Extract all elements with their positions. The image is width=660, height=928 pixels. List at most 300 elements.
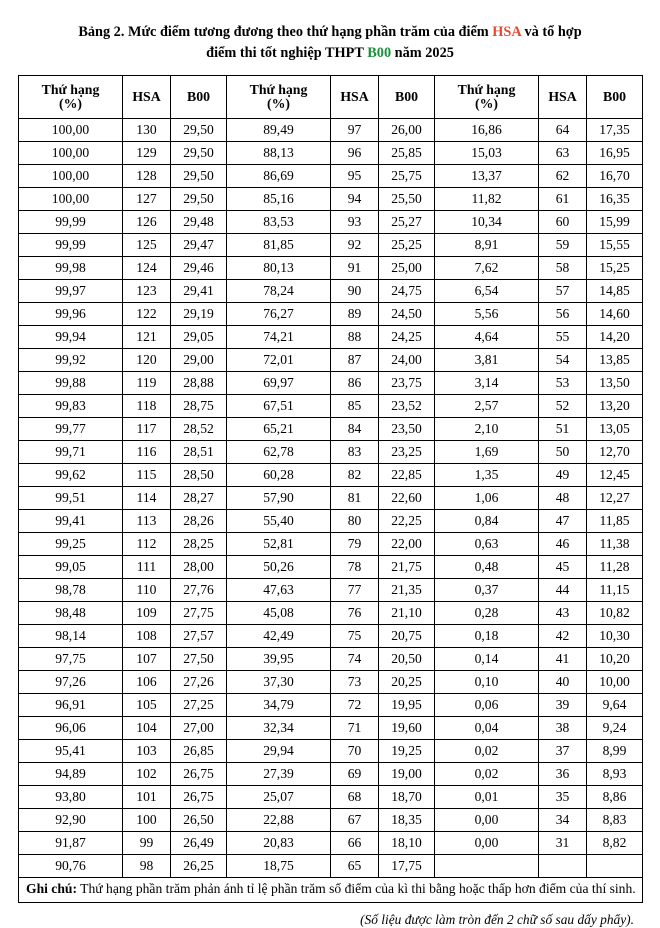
cell-b00-2: 23,52 [379, 395, 435, 418]
cell-rank-2: 86,69 [227, 165, 331, 188]
table-row [19, 625, 643, 648]
cell-hsa-2: 72 [331, 694, 379, 717]
cell-rank-2: 85,16 [227, 188, 331, 211]
cell-rank-2: 60,28 [227, 464, 331, 487]
table-row [19, 372, 643, 395]
title-b00-token: B00 [367, 44, 392, 61]
cell-b00-1: 26,85 [171, 740, 227, 763]
cell-rank-3: 0,06 [435, 694, 539, 717]
cell-b00-3: 14,20 [587, 326, 643, 349]
cell-b00-1: 28,26 [171, 510, 227, 533]
cell-hsa-1: 129 [123, 142, 171, 165]
cell-rank-3: 0,00 [435, 809, 539, 832]
cell-rank-1: 98,14 [19, 625, 123, 648]
cell-b00-1: 29,50 [171, 188, 227, 211]
cell-b00-3: 16,70 [587, 165, 643, 188]
table-row [19, 280, 643, 303]
cell-hsa-1: 127 [123, 188, 171, 211]
cell-rank-3: 15,03 [435, 142, 539, 165]
cell-rank-3: 4,64 [435, 326, 539, 349]
header-rank-3 [435, 76, 539, 119]
cell-b00-1: 29,00 [171, 349, 227, 372]
cell-hsa-1: 128 [123, 165, 171, 188]
table-row [19, 648, 643, 671]
cell-rank-2: 37,30 [227, 671, 331, 694]
cell-rank-2: 72,01 [227, 349, 331, 372]
cell-hsa-1: 118 [123, 395, 171, 418]
cell-b00-3: 13,50 [587, 372, 643, 395]
cell-hsa-3: 37 [539, 740, 587, 763]
cell-hsa-3: 49 [539, 464, 587, 487]
cell-hsa-2: 81 [331, 487, 379, 510]
cell-hsa-3: 56 [539, 303, 587, 326]
cell-b00-3: 11,38 [587, 533, 643, 556]
cell-b00-1: 29,48 [171, 211, 227, 234]
cell-b00-3: 10,20 [587, 648, 643, 671]
cell-rank-1: 91,87 [19, 832, 123, 855]
cell-hsa-2: 80 [331, 510, 379, 533]
cell-rank-1: 93,80 [19, 786, 123, 809]
cell-b00-3: 9,24 [587, 717, 643, 740]
table-row [19, 119, 643, 142]
cell-rank-2: 34,79 [227, 694, 331, 717]
title-line-1 [78, 24, 581, 40]
cell-hsa-3: 64 [539, 119, 587, 142]
cell-b00-1: 28,52 [171, 418, 227, 441]
cell-hsa-2: 90 [331, 280, 379, 303]
cell-hsa-3: 53 [539, 372, 587, 395]
cell-hsa-1: 102 [123, 763, 171, 786]
cell-b00-1: 26,50 [171, 809, 227, 832]
header-rank-2 [227, 76, 331, 119]
cell-rank-2: 65,21 [227, 418, 331, 441]
cell-b00-3: 11,15 [587, 579, 643, 602]
cell-b00-2: 24,75 [379, 280, 435, 303]
cell-hsa-2: 76 [331, 602, 379, 625]
cell-rank-3: 2,10 [435, 418, 539, 441]
header-rank-label-1: Thứ hạng [41, 81, 100, 97]
cell-hsa-1: 111 [123, 556, 171, 579]
cell-b00-2: 22,85 [379, 464, 435, 487]
cell-rank-3: 0,01 [435, 786, 539, 809]
cell-hsa-1: 107 [123, 648, 171, 671]
cell-hsa-1: 126 [123, 211, 171, 234]
cell-rank-1: 99,94 [19, 326, 123, 349]
header-b00-2: B00 [379, 76, 435, 119]
cell-hsa-2: 95 [331, 165, 379, 188]
cell-rank-2: 45,08 [227, 602, 331, 625]
score-equivalence-table [18, 75, 643, 902]
table-row [19, 740, 643, 763]
table-footer [19, 878, 643, 902]
table-row [19, 763, 643, 786]
table-row [19, 395, 643, 418]
cell-rank-2: 29,94 [227, 740, 331, 763]
cell-rank-1: 100,00 [19, 119, 123, 142]
table-header-row [19, 76, 643, 119]
table-row [19, 556, 643, 579]
table-row [19, 326, 643, 349]
cell-hsa-1: 117 [123, 418, 171, 441]
cell-hsa-2: 89 [331, 303, 379, 326]
table-row [19, 142, 643, 165]
cell-rank-1: 99,99 [19, 234, 123, 257]
cell-hsa-1: 109 [123, 602, 171, 625]
cell-rank-1: 96,06 [19, 717, 123, 740]
table-row [19, 349, 643, 372]
cell-b00-2: 18,70 [379, 786, 435, 809]
cell-b00-2: 23,50 [379, 418, 435, 441]
cell-hsa-3: 39 [539, 694, 587, 717]
cell-rank-2: 62,78 [227, 441, 331, 464]
cell-rank-2: 55,40 [227, 510, 331, 533]
cell-rank-2: 80,13 [227, 257, 331, 280]
cell-b00-1: 28,88 [171, 372, 227, 395]
header-hsa-1: HSA [123, 76, 171, 119]
cell-b00-2: 23,25 [379, 441, 435, 464]
cell-hsa-3: 44 [539, 579, 587, 602]
header-hsa-3: HSA [539, 76, 587, 119]
cell-b00-2: 25,50 [379, 188, 435, 211]
cell-hsa-2: 91 [331, 257, 379, 280]
cell-rank-2: 67,51 [227, 395, 331, 418]
cell-hsa-1: 123 [123, 280, 171, 303]
cell-rank-2: 22,88 [227, 809, 331, 832]
cell-hsa-2: 97 [331, 119, 379, 142]
cell-b00-1: 26,25 [171, 855, 227, 878]
cell-rank-3: 13,37 [435, 165, 539, 188]
cell-b00-2: 21,35 [379, 579, 435, 602]
cell-b00-1: 28,75 [171, 395, 227, 418]
cell-hsa-1: 104 [123, 717, 171, 740]
note-text: Thứ hạng phần trăm phản ánh tỉ lệ phần trăm số điểm của kì thi bằng hoặc thấp hơn điểm của thí sinh. [77, 881, 636, 897]
cell-rank-3: 1,06 [435, 487, 539, 510]
cell-hsa-3: 54 [539, 349, 587, 372]
cell-rank-3: 5,56 [435, 303, 539, 326]
cell-rank-2: 32,34 [227, 717, 331, 740]
cell-rank-1: 99,51 [19, 487, 123, 510]
cell-rank-1: 99,97 [19, 280, 123, 303]
cell-hsa-1: 101 [123, 786, 171, 809]
cell-hsa-2: 88 [331, 326, 379, 349]
table-row [19, 809, 643, 832]
cell-b00-3 [587, 855, 643, 878]
cell-rank-3: 0,37 [435, 579, 539, 602]
cell-hsa-2: 92 [331, 234, 379, 257]
cell-rank-3: 0,84 [435, 510, 539, 533]
cell-hsa-2: 83 [331, 441, 379, 464]
cell-b00-3: 15,99 [587, 211, 643, 234]
cell-rank-3: 0,14 [435, 648, 539, 671]
cell-hsa-1: 110 [123, 579, 171, 602]
table-row [19, 211, 643, 234]
cell-rank-3: 0,02 [435, 763, 539, 786]
cell-rank-1: 96,91 [19, 694, 123, 717]
cell-rank-2: 89,49 [227, 119, 331, 142]
title-line-2-pre: điểm thi tốt nghiệp THPT [206, 44, 368, 61]
cell-hsa-2: 78 [331, 556, 379, 579]
cell-b00-2: 20,25 [379, 671, 435, 694]
cell-b00-2: 21,75 [379, 556, 435, 579]
cell-hsa-2: 85 [331, 395, 379, 418]
cell-b00-3: 10,82 [587, 602, 643, 625]
cell-b00-2: 24,50 [379, 303, 435, 326]
cell-rank-2: 81,85 [227, 234, 331, 257]
cell-rank-2: 52,81 [227, 533, 331, 556]
cell-rank-1: 92,90 [19, 809, 123, 832]
header-rank-unit-2: (%) [267, 96, 290, 112]
header-rank-1 [19, 76, 123, 119]
header-rank-unit-1: (%) [59, 96, 82, 112]
cell-b00-3: 10,00 [587, 671, 643, 694]
cell-b00-2: 23,75 [379, 372, 435, 395]
cell-b00-3: 8,83 [587, 809, 643, 832]
cell-hsa-1: 98 [123, 855, 171, 878]
cell-rank-2: 27,39 [227, 763, 331, 786]
cell-rank-2: 39,95 [227, 648, 331, 671]
footnote: (Số liệu được làm tròn đến 2 chữ số sau dấy phẩy). [360, 911, 634, 927]
cell-rank-1: 100,00 [19, 142, 123, 165]
cell-b00-2: 25,75 [379, 165, 435, 188]
note-row [19, 878, 643, 902]
cell-hsa-3: 48 [539, 487, 587, 510]
cell-b00-3: 8,93 [587, 763, 643, 786]
note-cell [19, 878, 643, 902]
table-row [19, 533, 643, 556]
cell-hsa-1: 116 [123, 441, 171, 464]
cell-hsa-3: 45 [539, 556, 587, 579]
cell-b00-2: 24,25 [379, 326, 435, 349]
cell-hsa-1: 130 [123, 119, 171, 142]
cell-b00-2: 24,00 [379, 349, 435, 372]
cell-hsa-2: 93 [331, 211, 379, 234]
cell-hsa-2: 73 [331, 671, 379, 694]
cell-rank-3: 1,35 [435, 464, 539, 487]
cell-hsa-3: 42 [539, 625, 587, 648]
cell-b00-1: 29,47 [171, 234, 227, 257]
table-row [19, 786, 643, 809]
cell-hsa-2: 65 [331, 855, 379, 878]
cell-b00-2: 17,75 [379, 855, 435, 878]
cell-hsa-1: 119 [123, 372, 171, 395]
cell-rank-1: 97,26 [19, 671, 123, 694]
cell-rank-1: 99,77 [19, 418, 123, 441]
table-row [19, 510, 643, 533]
cell-rank-1: 99,41 [19, 510, 123, 533]
header-rank-label-2: Thứ hạng [249, 81, 308, 97]
table-row [19, 418, 643, 441]
note-label: Ghi chú: [26, 881, 77, 897]
cell-rank-2: 47,63 [227, 579, 331, 602]
cell-rank-3: 0,63 [435, 533, 539, 556]
cell-b00-3: 8,86 [587, 786, 643, 809]
cell-b00-1: 27,75 [171, 602, 227, 625]
cell-rank-2: 74,21 [227, 326, 331, 349]
title-hsa-token: HSA [492, 24, 521, 40]
cell-hsa-3: 50 [539, 441, 587, 464]
cell-b00-3: 13,05 [587, 418, 643, 441]
cell-b00-2: 19,00 [379, 763, 435, 786]
cell-rank-1: 99,99 [19, 211, 123, 234]
cell-hsa-1: 105 [123, 694, 171, 717]
header-b00-3: B00 [587, 76, 643, 119]
cell-rank-3: 0,02 [435, 740, 539, 763]
cell-rank-2: 18,75 [227, 855, 331, 878]
cell-hsa-2: 75 [331, 625, 379, 648]
cell-hsa-2: 87 [331, 349, 379, 372]
table-row [19, 464, 643, 487]
cell-b00-3: 12,45 [587, 464, 643, 487]
cell-hsa-1: 106 [123, 671, 171, 694]
cell-b00-1: 27,76 [171, 579, 227, 602]
cell-b00-1: 28,27 [171, 487, 227, 510]
cell-b00-2: 18,35 [379, 809, 435, 832]
table-row [19, 671, 643, 694]
cell-rank-2: 57,90 [227, 487, 331, 510]
cell-rank-2: 69,97 [227, 372, 331, 395]
cell-hsa-2: 94 [331, 188, 379, 211]
table-body [19, 119, 643, 878]
cell-rank-2: 83,53 [227, 211, 331, 234]
cell-rank-3: 6,54 [435, 280, 539, 303]
cell-hsa-2: 86 [331, 372, 379, 395]
cell-rank-3: 10,34 [435, 211, 539, 234]
cell-hsa-1: 112 [123, 533, 171, 556]
cell-b00-2: 21,10 [379, 602, 435, 625]
table-row [19, 165, 643, 188]
cell-rank-3: 7,62 [435, 257, 539, 280]
cell-rank-3: 0,48 [435, 556, 539, 579]
cell-b00-2: 22,25 [379, 510, 435, 533]
header-hsa-2: HSA [331, 76, 379, 119]
cell-rank-1: 99,05 [19, 556, 123, 579]
cell-rank-2: 50,26 [227, 556, 331, 579]
cell-b00-1: 26,49 [171, 832, 227, 855]
cell-hsa-3: 55 [539, 326, 587, 349]
cell-rank-1: 95,41 [19, 740, 123, 763]
cell-hsa-2: 67 [331, 809, 379, 832]
cell-rank-2: 25,07 [227, 786, 331, 809]
cell-hsa-2: 79 [331, 533, 379, 556]
table-header [19, 76, 643, 119]
cell-hsa-1: 103 [123, 740, 171, 763]
page-title [26, 22, 634, 63]
cell-b00-1: 29,50 [171, 142, 227, 165]
cell-hsa-2: 70 [331, 740, 379, 763]
cell-b00-1: 26,75 [171, 763, 227, 786]
cell-hsa-2: 82 [331, 464, 379, 487]
header-rank-unit-3: (%) [475, 96, 498, 112]
cell-rank-3: 3,81 [435, 349, 539, 372]
cell-hsa-2: 68 [331, 786, 379, 809]
cell-hsa-3 [539, 855, 587, 878]
cell-b00-2: 18,10 [379, 832, 435, 855]
cell-hsa-3: 63 [539, 142, 587, 165]
cell-b00-3: 14,85 [587, 280, 643, 303]
cell-rank-1: 99,71 [19, 441, 123, 464]
cell-b00-3: 12,27 [587, 487, 643, 510]
cell-rank-3 [435, 855, 539, 878]
cell-hsa-2: 66 [331, 832, 379, 855]
table-row [19, 832, 643, 855]
cell-b00-3: 10,30 [587, 625, 643, 648]
cell-rank-2: 78,24 [227, 280, 331, 303]
cell-b00-1: 28,50 [171, 464, 227, 487]
cell-b00-1: 29,05 [171, 326, 227, 349]
cell-b00-1: 27,25 [171, 694, 227, 717]
cell-b00-3: 8,99 [587, 740, 643, 763]
cell-b00-3: 13,20 [587, 395, 643, 418]
cell-hsa-2: 84 [331, 418, 379, 441]
cell-rank-3: 0,18 [435, 625, 539, 648]
table-row [19, 234, 643, 257]
table-row [19, 303, 643, 326]
table-row [19, 602, 643, 625]
cell-b00-1: 28,00 [171, 556, 227, 579]
cell-b00-1: 27,57 [171, 625, 227, 648]
cell-rank-1: 99,92 [19, 349, 123, 372]
cell-b00-1: 29,19 [171, 303, 227, 326]
header-rank-label-3: Thứ hạng [457, 81, 516, 97]
table-row [19, 579, 643, 602]
cell-rank-1: 98,78 [19, 579, 123, 602]
cell-rank-3: 2,57 [435, 395, 539, 418]
cell-b00-1: 26,75 [171, 786, 227, 809]
table-row [19, 257, 643, 280]
cell-hsa-2: 74 [331, 648, 379, 671]
cell-b00-3: 15,55 [587, 234, 643, 257]
table-row [19, 188, 643, 211]
cell-rank-1: 97,75 [19, 648, 123, 671]
cell-b00-1: 29,50 [171, 119, 227, 142]
cell-b00-3: 15,25 [587, 257, 643, 280]
cell-rank-1: 90,76 [19, 855, 123, 878]
cell-b00-3: 9,64 [587, 694, 643, 717]
cell-b00-2: 19,60 [379, 717, 435, 740]
cell-rank-2: 88,13 [227, 142, 331, 165]
table-row [19, 855, 643, 878]
cell-rank-3: 3,14 [435, 372, 539, 395]
cell-hsa-3: 60 [539, 211, 587, 234]
cell-hsa-1: 122 [123, 303, 171, 326]
cell-hsa-3: 59 [539, 234, 587, 257]
cell-rank-3: 0,28 [435, 602, 539, 625]
cell-hsa-3: 43 [539, 602, 587, 625]
table-row [19, 694, 643, 717]
cell-rank-1: 94,89 [19, 763, 123, 786]
cell-rank-3: 11,82 [435, 188, 539, 211]
cell-rank-3: 8,91 [435, 234, 539, 257]
cell-rank-3: 0,10 [435, 671, 539, 694]
table-row [19, 717, 643, 740]
cell-b00-1: 27,00 [171, 717, 227, 740]
cell-hsa-1: 114 [123, 487, 171, 510]
cell-hsa-3: 62 [539, 165, 587, 188]
cell-hsa-1: 115 [123, 464, 171, 487]
cell-hsa-3: 47 [539, 510, 587, 533]
title-line-2-post: năm 2025 [391, 44, 454, 61]
cell-b00-1: 28,51 [171, 441, 227, 464]
cell-b00-1: 29,46 [171, 257, 227, 280]
cell-hsa-3: 31 [539, 832, 587, 855]
cell-hsa-3: 46 [539, 533, 587, 556]
cell-b00-3: 8,82 [587, 832, 643, 855]
cell-hsa-2: 71 [331, 717, 379, 740]
cell-b00-3: 16,95 [587, 142, 643, 165]
cell-rank-1: 99,98 [19, 257, 123, 280]
cell-rank-1: 99,25 [19, 533, 123, 556]
cell-b00-1: 27,50 [171, 648, 227, 671]
